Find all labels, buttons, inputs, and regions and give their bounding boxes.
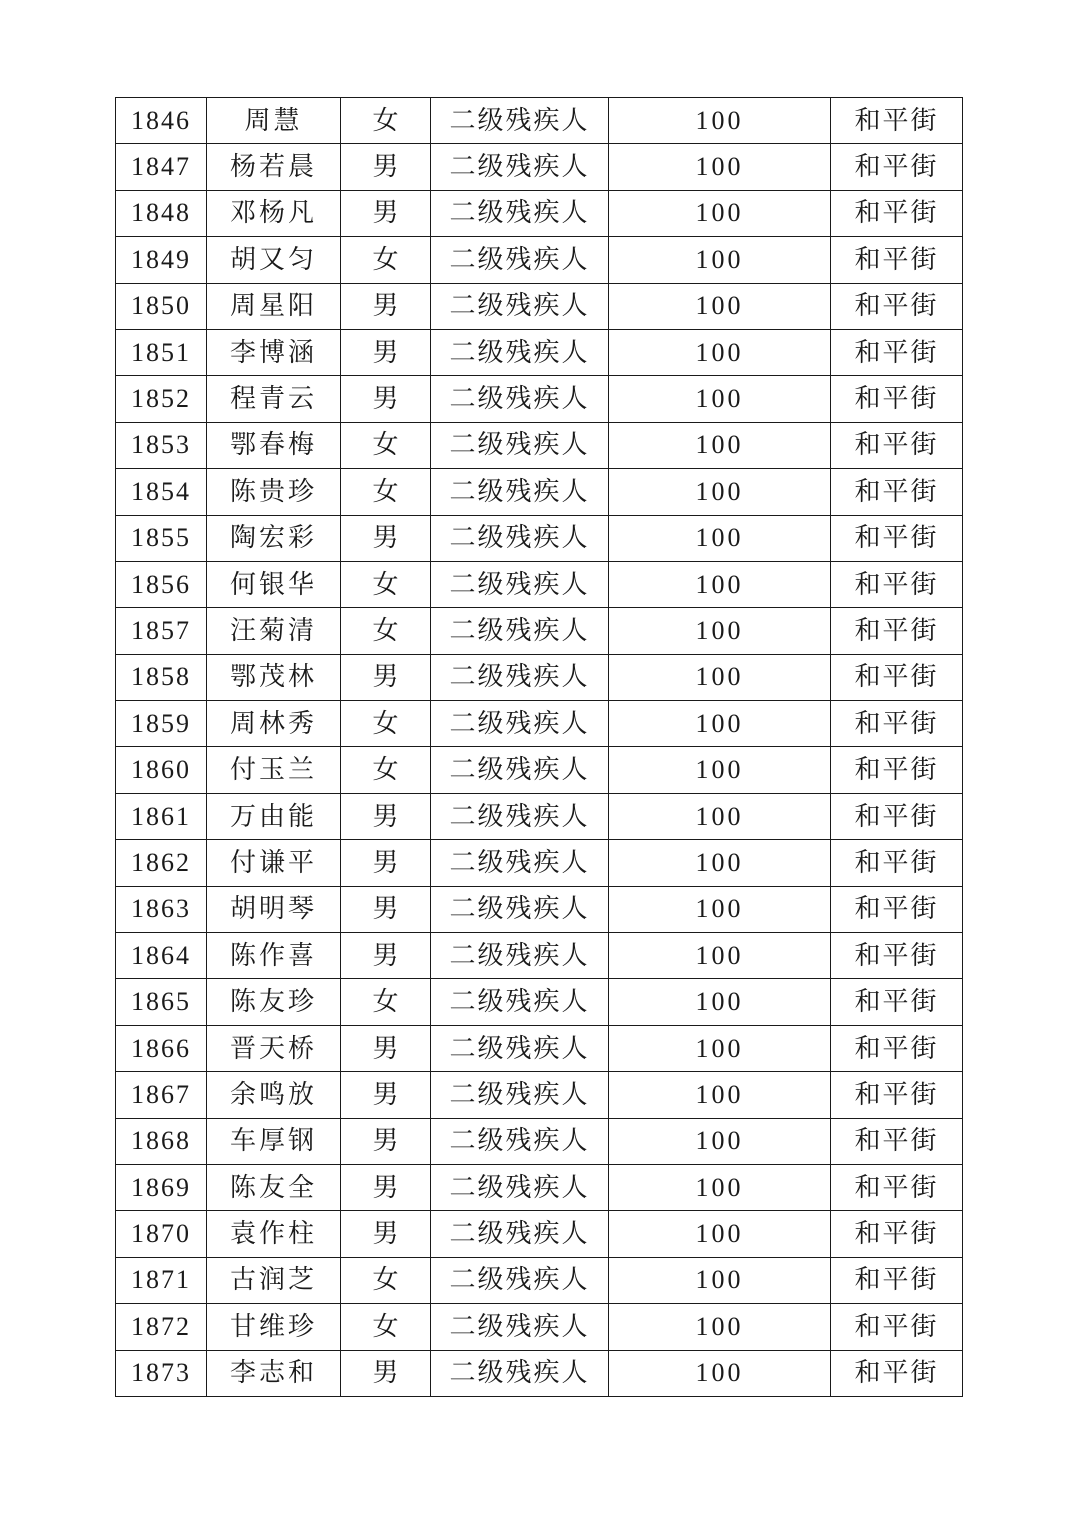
row-number-cell: 1870 <box>116 1211 207 1257</box>
street-cell: 和平街 <box>831 376 963 422</box>
amount-cell: 100 <box>609 747 831 793</box>
street-cell: 和平街 <box>831 1211 963 1257</box>
disability-grade-cell: 二级残疾人 <box>431 1257 609 1303</box>
street-cell: 和平街 <box>831 190 963 236</box>
name-cell: 袁作柱 <box>207 1211 341 1257</box>
table-row <box>116 1350 963 1396</box>
row-number-cell: 1864 <box>116 933 207 979</box>
disability-grade-cell: 二级残疾人 <box>431 886 609 932</box>
row-number-cell: 1854 <box>116 469 207 515</box>
street-cell: 和平街 <box>831 329 963 375</box>
table-row <box>116 1257 963 1303</box>
table-row <box>116 329 963 375</box>
row-number-cell: 1849 <box>116 237 207 283</box>
street-cell: 和平街 <box>831 1350 963 1396</box>
table-row <box>116 1304 963 1350</box>
gender-cell: 女 <box>341 1257 431 1303</box>
gender-cell: 男 <box>341 654 431 700</box>
row-number-cell: 1871 <box>116 1257 207 1303</box>
street-cell: 和平街 <box>831 1304 963 1350</box>
name-cell: 余鸣放 <box>207 1072 341 1118</box>
table-row <box>116 747 963 793</box>
row-number-cell: 1863 <box>116 886 207 932</box>
name-cell: 陈作喜 <box>207 933 341 979</box>
street-cell: 和平街 <box>831 144 963 190</box>
row-number-cell: 1872 <box>116 1304 207 1350</box>
disability-grade-cell: 二级残疾人 <box>431 98 609 144</box>
name-cell: 胡明琴 <box>207 886 341 932</box>
table-row <box>116 608 963 654</box>
gender-cell: 女 <box>341 608 431 654</box>
row-number-cell: 1852 <box>116 376 207 422</box>
street-cell: 和平街 <box>831 840 963 886</box>
table-row <box>116 376 963 422</box>
row-number-cell: 1873 <box>116 1350 207 1396</box>
disability-grade-cell: 二级残疾人 <box>431 1072 609 1118</box>
table-row <box>116 190 963 236</box>
name-cell: 车厚钢 <box>207 1118 341 1164</box>
gender-cell: 男 <box>341 144 431 190</box>
row-number-cell: 1866 <box>116 1025 207 1071</box>
amount-cell: 100 <box>609 654 831 700</box>
disability-grade-cell: 二级残疾人 <box>431 561 609 607</box>
table-row <box>116 1072 963 1118</box>
row-number-cell: 1846 <box>116 98 207 144</box>
street-cell: 和平街 <box>831 933 963 979</box>
gender-cell: 女 <box>341 561 431 607</box>
street-cell: 和平街 <box>831 422 963 468</box>
name-cell: 陈友珍 <box>207 979 341 1025</box>
street-cell: 和平街 <box>831 98 963 144</box>
table-row <box>116 1118 963 1164</box>
table-body <box>116 98 963 1397</box>
gender-cell: 女 <box>341 469 431 515</box>
disability-grade-cell: 二级残疾人 <box>431 515 609 561</box>
table-row <box>116 933 963 979</box>
table-row <box>116 422 963 468</box>
disability-grade-cell: 二级残疾人 <box>431 979 609 1025</box>
table-row <box>116 793 963 839</box>
disability-grade-cell: 二级残疾人 <box>431 793 609 839</box>
street-cell: 和平街 <box>831 886 963 932</box>
table-row <box>116 1211 963 1257</box>
gender-cell: 男 <box>341 1025 431 1071</box>
street-cell: 和平街 <box>831 608 963 654</box>
street-cell: 和平街 <box>831 747 963 793</box>
street-cell: 和平街 <box>831 469 963 515</box>
amount-cell: 100 <box>609 561 831 607</box>
table-row <box>116 840 963 886</box>
amount-cell: 100 <box>609 515 831 561</box>
table-row <box>116 654 963 700</box>
row-number-cell: 1869 <box>116 1164 207 1210</box>
amount-cell: 100 <box>609 608 831 654</box>
gender-cell: 男 <box>341 793 431 839</box>
gender-cell: 男 <box>341 190 431 236</box>
name-cell: 鄂茂林 <box>207 654 341 700</box>
amount-cell: 100 <box>609 1304 831 1350</box>
name-cell: 付谦平 <box>207 840 341 886</box>
gender-cell: 男 <box>341 840 431 886</box>
name-cell: 晋天桥 <box>207 1025 341 1071</box>
disability-grade-cell: 二级残疾人 <box>431 1025 609 1071</box>
gender-cell: 男 <box>341 933 431 979</box>
amount-cell: 100 <box>609 376 831 422</box>
row-number-cell: 1853 <box>116 422 207 468</box>
amount-cell: 100 <box>609 283 831 329</box>
row-number-cell: 1865 <box>116 979 207 1025</box>
amount-cell: 100 <box>609 190 831 236</box>
disability-grade-cell: 二级残疾人 <box>431 654 609 700</box>
name-cell: 陈贵珍 <box>207 469 341 515</box>
gender-cell: 男 <box>341 376 431 422</box>
name-cell: 古润芝 <box>207 1257 341 1303</box>
table-row <box>116 886 963 932</box>
street-cell: 和平街 <box>831 237 963 283</box>
table-row <box>116 561 963 607</box>
disability-grade-cell: 二级残疾人 <box>431 1164 609 1210</box>
amount-cell: 100 <box>609 1350 831 1396</box>
amount-cell: 100 <box>609 840 831 886</box>
street-cell: 和平街 <box>831 793 963 839</box>
name-cell: 程青云 <box>207 376 341 422</box>
table-row <box>116 98 963 144</box>
amount-cell: 100 <box>609 701 831 747</box>
amount-cell: 100 <box>609 1211 831 1257</box>
amount-cell: 100 <box>609 886 831 932</box>
row-number-cell: 1847 <box>116 144 207 190</box>
street-cell: 和平街 <box>831 1164 963 1210</box>
row-number-cell: 1856 <box>116 561 207 607</box>
disability-grade-cell: 二级残疾人 <box>431 1211 609 1257</box>
gender-cell: 女 <box>341 237 431 283</box>
name-cell: 李志和 <box>207 1350 341 1396</box>
table-row <box>116 469 963 515</box>
row-number-cell: 1868 <box>116 1118 207 1164</box>
row-number-cell: 1867 <box>116 1072 207 1118</box>
disability-grade-cell: 二级残疾人 <box>431 1118 609 1164</box>
gender-cell: 男 <box>341 329 431 375</box>
disability-grade-cell: 二级残疾人 <box>431 701 609 747</box>
row-number-cell: 1859 <box>116 701 207 747</box>
name-cell: 付玉兰 <box>207 747 341 793</box>
row-number-cell: 1861 <box>116 793 207 839</box>
gender-cell: 男 <box>341 515 431 561</box>
amount-cell: 100 <box>609 98 831 144</box>
gender-cell: 女 <box>341 422 431 468</box>
street-cell: 和平街 <box>831 283 963 329</box>
amount-cell: 100 <box>609 979 831 1025</box>
name-cell: 甘维珍 <box>207 1304 341 1350</box>
row-number-cell: 1848 <box>116 190 207 236</box>
amount-cell: 100 <box>609 329 831 375</box>
disability-grade-cell: 二级残疾人 <box>431 933 609 979</box>
name-cell: 周林秀 <box>207 701 341 747</box>
gender-cell: 男 <box>341 1211 431 1257</box>
disability-grade-cell: 二级残疾人 <box>431 237 609 283</box>
table-row <box>116 701 963 747</box>
name-cell: 何银华 <box>207 561 341 607</box>
amount-cell: 100 <box>609 422 831 468</box>
street-cell: 和平街 <box>831 979 963 1025</box>
name-cell: 杨若晨 <box>207 144 341 190</box>
street-cell: 和平街 <box>831 701 963 747</box>
disability-grade-cell: 二级残疾人 <box>431 747 609 793</box>
name-cell: 汪菊清 <box>207 608 341 654</box>
row-number-cell: 1851 <box>116 329 207 375</box>
gender-cell: 女 <box>341 1304 431 1350</box>
street-cell: 和平街 <box>831 1025 963 1071</box>
name-cell: 陶宏彩 <box>207 515 341 561</box>
amount-cell: 100 <box>609 933 831 979</box>
name-cell: 李博涵 <box>207 329 341 375</box>
street-cell: 和平街 <box>831 1118 963 1164</box>
disability-grade-cell: 二级残疾人 <box>431 608 609 654</box>
street-cell: 和平街 <box>831 1257 963 1303</box>
disability-roster-table <box>115 97 963 1397</box>
amount-cell: 100 <box>609 1164 831 1210</box>
disability-grade-cell: 二级残疾人 <box>431 190 609 236</box>
row-number-cell: 1858 <box>116 654 207 700</box>
name-cell: 万由能 <box>207 793 341 839</box>
name-cell: 周慧 <box>207 98 341 144</box>
table-row <box>116 1164 963 1210</box>
amount-cell: 100 <box>609 1072 831 1118</box>
street-cell: 和平街 <box>831 654 963 700</box>
table-row <box>116 1025 963 1071</box>
amount-cell: 100 <box>609 1118 831 1164</box>
gender-cell: 女 <box>341 98 431 144</box>
row-number-cell: 1855 <box>116 515 207 561</box>
name-cell: 胡又匀 <box>207 237 341 283</box>
street-cell: 和平街 <box>831 515 963 561</box>
gender-cell: 男 <box>341 283 431 329</box>
disability-grade-cell: 二级残疾人 <box>431 283 609 329</box>
table-row <box>116 979 963 1025</box>
amount-cell: 100 <box>609 1025 831 1071</box>
row-number-cell: 1850 <box>116 283 207 329</box>
table-row <box>116 237 963 283</box>
amount-cell: 100 <box>609 469 831 515</box>
gender-cell: 男 <box>341 1072 431 1118</box>
table-row <box>116 144 963 190</box>
disability-grade-cell: 二级残疾人 <box>431 1350 609 1396</box>
disability-grade-cell: 二级残疾人 <box>431 840 609 886</box>
amount-cell: 100 <box>609 144 831 190</box>
table-row <box>116 283 963 329</box>
row-number-cell: 1862 <box>116 840 207 886</box>
name-cell: 邓杨凡 <box>207 190 341 236</box>
gender-cell: 女 <box>341 979 431 1025</box>
gender-cell: 男 <box>341 886 431 932</box>
name-cell: 陈友全 <box>207 1164 341 1210</box>
gender-cell: 男 <box>341 1350 431 1396</box>
amount-cell: 100 <box>609 1257 831 1303</box>
street-cell: 和平街 <box>831 1072 963 1118</box>
disability-grade-cell: 二级残疾人 <box>431 1304 609 1350</box>
disability-grade-cell: 二级残疾人 <box>431 422 609 468</box>
gender-cell: 女 <box>341 747 431 793</box>
gender-cell: 男 <box>341 1164 431 1210</box>
disability-grade-cell: 二级残疾人 <box>431 144 609 190</box>
amount-cell: 100 <box>609 793 831 839</box>
gender-cell: 女 <box>341 701 431 747</box>
table-row <box>116 515 963 561</box>
row-number-cell: 1860 <box>116 747 207 793</box>
disability-grade-cell: 二级残疾人 <box>431 469 609 515</box>
amount-cell: 100 <box>609 237 831 283</box>
name-cell: 周星阳 <box>207 283 341 329</box>
gender-cell: 男 <box>341 1118 431 1164</box>
street-cell: 和平街 <box>831 561 963 607</box>
row-number-cell: 1857 <box>116 608 207 654</box>
disability-grade-cell: 二级残疾人 <box>431 376 609 422</box>
name-cell: 鄂春梅 <box>207 422 341 468</box>
disability-grade-cell: 二级残疾人 <box>431 329 609 375</box>
